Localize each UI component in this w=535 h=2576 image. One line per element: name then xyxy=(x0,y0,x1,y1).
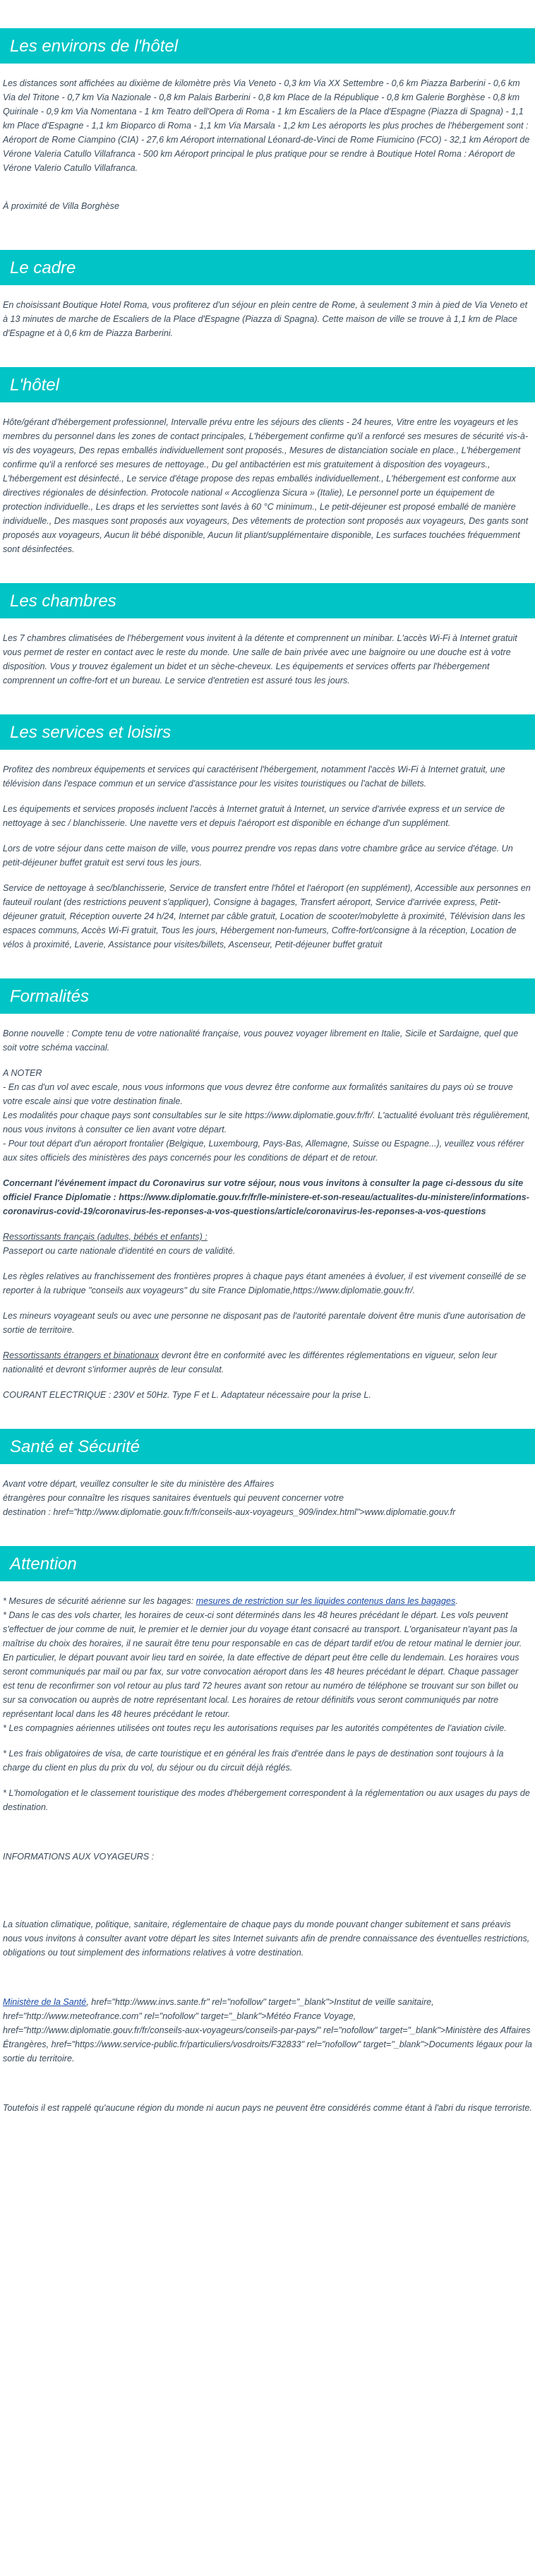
links-text: , href="http://www.invs.sante.fr" rel="nofollow" target="_blank">Institut de veille sanitaire, href="http://www.meteofrance.com" rel="nofollow" target="_blank">Météo France Voyage, href="http://www.diplomatie.gouv.fr/fr/conseils-aux-voyageurs/conseils-par-pays/" rel="nofollow" target="_blank">Ministère des Affaires Étrangères, href="https://www.service-public.fr/particuliers/vosdroits/F32833" rel="nofollow" target="_blank">Documents légaux pour la sortie du territoire. xyxy=(3,1997,532,2063)
section-formalites xyxy=(0,978,535,1402)
section-hotel xyxy=(0,367,535,556)
nationals-docs: Passeport ou carte nationale d'identité en cours de validité. xyxy=(3,1246,236,1256)
formalites-minors: Les mineurs voyageant seuls ou avec une personne ne disposant pas de l'autorité parentale doivent être munis d'une autorisation de sortie de territoire. xyxy=(3,1311,526,1335)
spacer xyxy=(3,1971,532,1995)
attention-links xyxy=(3,1995,532,2066)
attention-climate xyxy=(3,1917,532,1960)
climate-line: La situation climatique, politique, sanitaire, réglementaire de chaque pays du monde pouvant changer subitement et sans préavis xyxy=(3,1919,511,1929)
formalites-nationality: Bonne nouvelle : Compte tenu de votre nationalité française, vous pouvez voyager librement en Italie, Sicile et Sardaigne, quel que soit votre schéma vaccinal. xyxy=(3,1029,519,1053)
section-attention xyxy=(0,1546,535,2115)
section-title: Les chambres xyxy=(0,583,535,618)
cadre-text: En choisissant Boutique Hotel Roma, vous profiterez d'un séjour en plein centre de Rome, à seulement 3 min à pied de Via Veneto et à 13 minutes de marche de Escaliers de la Place d'Espagne (Piazza di Spagna). Cette maison de ville se trouve à 1,1 km de Place d'Espagne et à 0,6 km de Piazza Barberini. xyxy=(3,300,528,338)
section-services xyxy=(0,714,535,952)
section-sante xyxy=(0,1429,535,1519)
services-text-2: Les équipements et services proposés incluent l'accès à Internet gratuit à Internet, un service d'arrivée express et un service de nettoyage à sec / blanchisserie. Une navette vers et depuis l'aéroport est disponible en échange d'un supplément. xyxy=(3,804,505,828)
spacer xyxy=(3,2077,532,2101)
sante-line: Avant votre départ, veuillez consulter le site du ministère des Affaires xyxy=(3,1479,275,1489)
baggage-label: * Mesures de sécurité aérienne sur les bagages: xyxy=(3,1596,196,1606)
charter-text: * Dans le cas des vols charter, les horaires de ceux-ci sont déterminés dans les 48 heures précédant le départ. Les vols peuvent s'effectuer de jour comme de nuit, le premier et le dernier jour du voyage étant consacré au transport. L'organisateur n'ayant pas la maîtrise du choix des horaires, il ne saurait être tenu pour responsable en cas de départ tardif et/ou de retour matinal le dernier jour. En particulier, le départ pouvant avoir lieu tard en soirée, la date effective de départ peut être celle du lendemain. Les horaires vous seront communiqués par mail ou par fax, sur votre convocation aéroport dans les 48 heures précédant le départ. Chaque passager est tenu de reconfirmer son vol retour au plus tard 72 heures avant son retour au numéro de téléphone se trouvant sur son billet ou sur sa convocation ou auprès de notre représentant local. Les horaires de retour définitifs vous seront communiqués par notre représentant local dans les 48 heures précédant le retour. xyxy=(3,1610,522,1719)
note-line: - Pour tout départ d'un aéroport frontalier (Belgique, Luxembourg, Pays-Bas, Allemagne, Suisse ou Espagne...), veuillez vous référer aux sites officiels des ministères des pays concernés pour les conditions de départ et de retour. xyxy=(3,1139,524,1163)
attention-info-heading: INFORMATIONS AUX VOYAGEURS : xyxy=(3,1852,155,1862)
services-text-1: Profitez des nombreux équipements et services qui caractérisent l'hébergement, notamment l'accès Wi-Fi à Internet gratuit, une télévision dans l'espace commun et un service d'assistance pour les visites touristiques ou l'achat de billets. xyxy=(3,765,505,789)
section-title: Le cadre xyxy=(0,250,535,285)
attention-visa: * Les frais obligatoires de visa, de carte touristique et en général les frais d'entrée dans le pays de destination sont toujours à la charge du client en plus du prix du vol, du séjour ou du circuit déjà réglés. xyxy=(3,1749,504,1773)
note-heading: A NOTER xyxy=(3,1068,42,1078)
section-cadre xyxy=(0,250,535,340)
services-list: Service de nettoyage à sec/blanchisserie, Service de transfert entre l'hôtel et l'aéroport (en supplément), Accessible aux personnes en fauteuil roulant (des restrictions peuvent s'appliquer), Consigne à bagages, Transfert aéroport, Service d'arrivée express, Petit-déjeuner gratuit, Réception ouverte 24 h/24, Internet par câble gratuit, Location de scooter/mobylette à proximité, Télévision dans les espaces communs, Accès Wi-Fi gratuit, Tous les jours, Hébergement non-fumeurs, Coffre-fort/consigne à la réception, Location de vélos à proximité, Laverie, Assistance pour visites/billets, Ascenseur, Petit-déjeuner buffet gratuit xyxy=(3,883,531,949)
section-title: Les environs de l'hôtel xyxy=(0,28,535,64)
ministere-sante-link[interactable]: Ministère de la Santé xyxy=(3,1997,87,2007)
chambres-text: Les 7 chambres climatisées de l'hébergement vous invitent à la détente et comprennent un minibar. L'accès Wi-Fi à Internet gratuit vous permet de rester en contact avec le reste du monde. Une salle de bain privée avec une baignoire ou une douche est à votre disposition. Vous y trouvez également un bidet et un sèche-cheveux. Les équipements et services offerts par l'hébergement comprennent un coffre-fort et un bureau. Le service d'entretien est assuré tous les jours. xyxy=(3,633,517,685)
environs-proximity: À proximité de Villa Borghèse xyxy=(3,201,119,211)
note-line: Les modalités pour chaque pays sont consultables sur le site https://www.diplomatie.gouv.fr/fr/. L'actualité évoluant très régulièrement, nous vous invitons à consulter ce lien avant votre départ. xyxy=(3,1110,530,1134)
attention-terrorism: Toutefois il est rappelé qu'aucune région du monde ni aucun pays ne peuvent être considérés comme étant à l'abri du risque terroriste. xyxy=(3,2103,532,2113)
spacer xyxy=(3,1826,532,1850)
punct: . xyxy=(455,1596,458,1606)
formalites-coronavirus: Concernant l'événement impact du Coronavirus sur votre séjour, nous vous invitons à consulter la page ci-dessous du site officiel France Diplomatie : https://www.diplomatie.gouv.fr/fr/le-ministere-et-son-reseau/actualites-du-ministere/informations-coronavirus-covid-19/coronavirus-les-reponses-a-vos-questions/article/coronavirus-les-reponses-a-vos-questions xyxy=(3,1178,529,1216)
airlines-text: * Les compagnies aériennes utilisées ont toutes reçu les autorisations requises par les autorités compétentes de l'aviation civile. xyxy=(3,1723,507,1733)
section-environs xyxy=(0,28,535,213)
formalites-french-nationals xyxy=(3,1230,532,1258)
section-title: Attention xyxy=(0,1546,535,1581)
spacer xyxy=(3,1875,532,1917)
section-title: Les services et loisirs xyxy=(0,714,535,750)
note-line: - En cas d'un vol avec escale, nous vous informons que vous devrez être conforme aux formalités sanitaires du pays où se trouve votre escale ainsi que votre destination finale. xyxy=(3,1082,513,1106)
section-title: Formalités xyxy=(0,978,535,1014)
formalites-note xyxy=(3,1066,532,1165)
attention-flights xyxy=(3,1594,532,1735)
sante-line: destination : href="http://www.diplomatie.gouv.fr/fr/conseils-aux-voyageurs_909/index.html">www.diplomatie.gouv.fr xyxy=(3,1507,456,1517)
nationals-heading: Ressortissants français (adultes, bébés et enfants) : xyxy=(3,1232,208,1242)
section-title: Santé et Sécurité xyxy=(0,1429,535,1464)
foreigners-text: devront être en conformité avec les différentes réglementations en vigueur, selon leur nationalité et devront s'informer auprès de leur consulat. xyxy=(3,1350,498,1374)
liquids-restriction-link[interactable]: mesures de restriction sur les liquides contenus dans les bagages xyxy=(196,1596,456,1606)
section-chambres xyxy=(0,583,535,688)
formalites-electric: COURANT ELECTRIQUE : 230V et 50Hz. Type F et L. Adaptateur nécessaire pour la prise L. xyxy=(3,1390,371,1400)
environs-distances: Les distances sont affichées au dixième de kilomètre près Via Veneto - 0,3 km Via XX Settembre - 0,6 km Piazza Barberini - 0,6 km Via del Tritone - 0,7 km Via Nazionale - 0,8 km Palais Barberini - 0,8 km Place de la République - 0,8 km Galerie Borghèse - 0,8 km Quirinale - 0,9 km Via Nomentana - 1 km Teatro dell'Opera di Roma - 1 km Escaliers de la Place d'Espagne (Piazza di Spagna) - 1,1 km Place d'Espagne - 1,1 km Bioparco di Roma - 1,1 km Via Marsala - 1,2 km Les aéroports les plus proches de l'hébergement sont : Aéroport de Rome Ciampino (CIA) - 27,6 km Aéroport international Léonard-de-Vinci de Rome Fiumicino (FCO) - 32,1 km Aéroport de Vérone Valeria Catullo Villafranca - 500 km Aéroport principal le plus pratique pour se rendre à Boutique Hotel Roma : Aéroport de Vérone Valerio Catullo Villafranca. xyxy=(3,78,530,173)
attention-homologation: * L'homologation et le classement touristique des modes d'hébergement correspondent à la réglementation ou aux usages du pays de destination. xyxy=(3,1788,530,1812)
foreigners-heading: Ressortissants étrangers et binationaux xyxy=(3,1350,160,1360)
climate-line: nous vous invitons à consulter avant votre départ les sites Internet suivants afin de prendre connaissance des éventuelles restrictions, obligations ou tout simplement des informations relatives à votre destination. xyxy=(3,1934,530,1958)
section-title: L'hôtel xyxy=(0,367,535,402)
formalites-foreigners xyxy=(3,1348,532,1377)
formalites-borders: Les règles relatives au franchissement des frontières propres à chaque pays étant amenées à évoluer, il est vivement conseillé de se reporter à la rubrique "conseils aux voyageurs" du site France Diplomatie,https://www.diplomatie.gouv.fr/. xyxy=(3,1271,527,1295)
services-text-3: Lors de votre séjour dans cette maison de ville, vous pourrez prendre vos repas dans votre chambre grâce au service d'étage. Un petit-déjeuner buffet gratuit est servi tous les jours. xyxy=(3,844,513,868)
sante-line: étrangères pour connaître les risques sanitaires éventuels qui peuvent concerner votre xyxy=(3,1493,344,1503)
sante-text xyxy=(3,1477,532,1519)
hotel-text: Hôte/gérant d'hébergement professionnel, Intervalle prévu entre les séjours des clients - 24 heures, Vitre entre les voyageurs et les membres du personnel dans les zones de contact principales, L'hébergement confirme qu'il a renforcé ses mesures de sécurité vis-à-vis des voyageurs, Des repas emballés individuellement sont proposés., Mesures de distanciation sociale en place., L'hébergement confirme qu'il a renforcé ses mesures de nettoyage., Du gel antibactérien est mis gratuitement à disposition des voyageurs., L'hébergement est désinfecté., Le service d'étage propose des repas emballés individuellement., L'hébergement est conforme aux directives régionales de désinfection. Protocole national « Accoglienza Sicura » (Italie), Le personnel porte un équipement de protection individuelle., Les draps et les serviettes sont lavés à 60 °C minimum., Le petit-déjeuner est proposé emballé de manière individuelle., Des masques sont proposés aux voyageurs, Des vêtements de protection sont proposés aux voyageurs, Des gants sont proposés aux voyageurs, Aucun lit bébé disponible, Aucun lit pliant/supplémentaire disponible, Les surfaces touchées fréquemment sont désinfectées. xyxy=(3,417,529,554)
